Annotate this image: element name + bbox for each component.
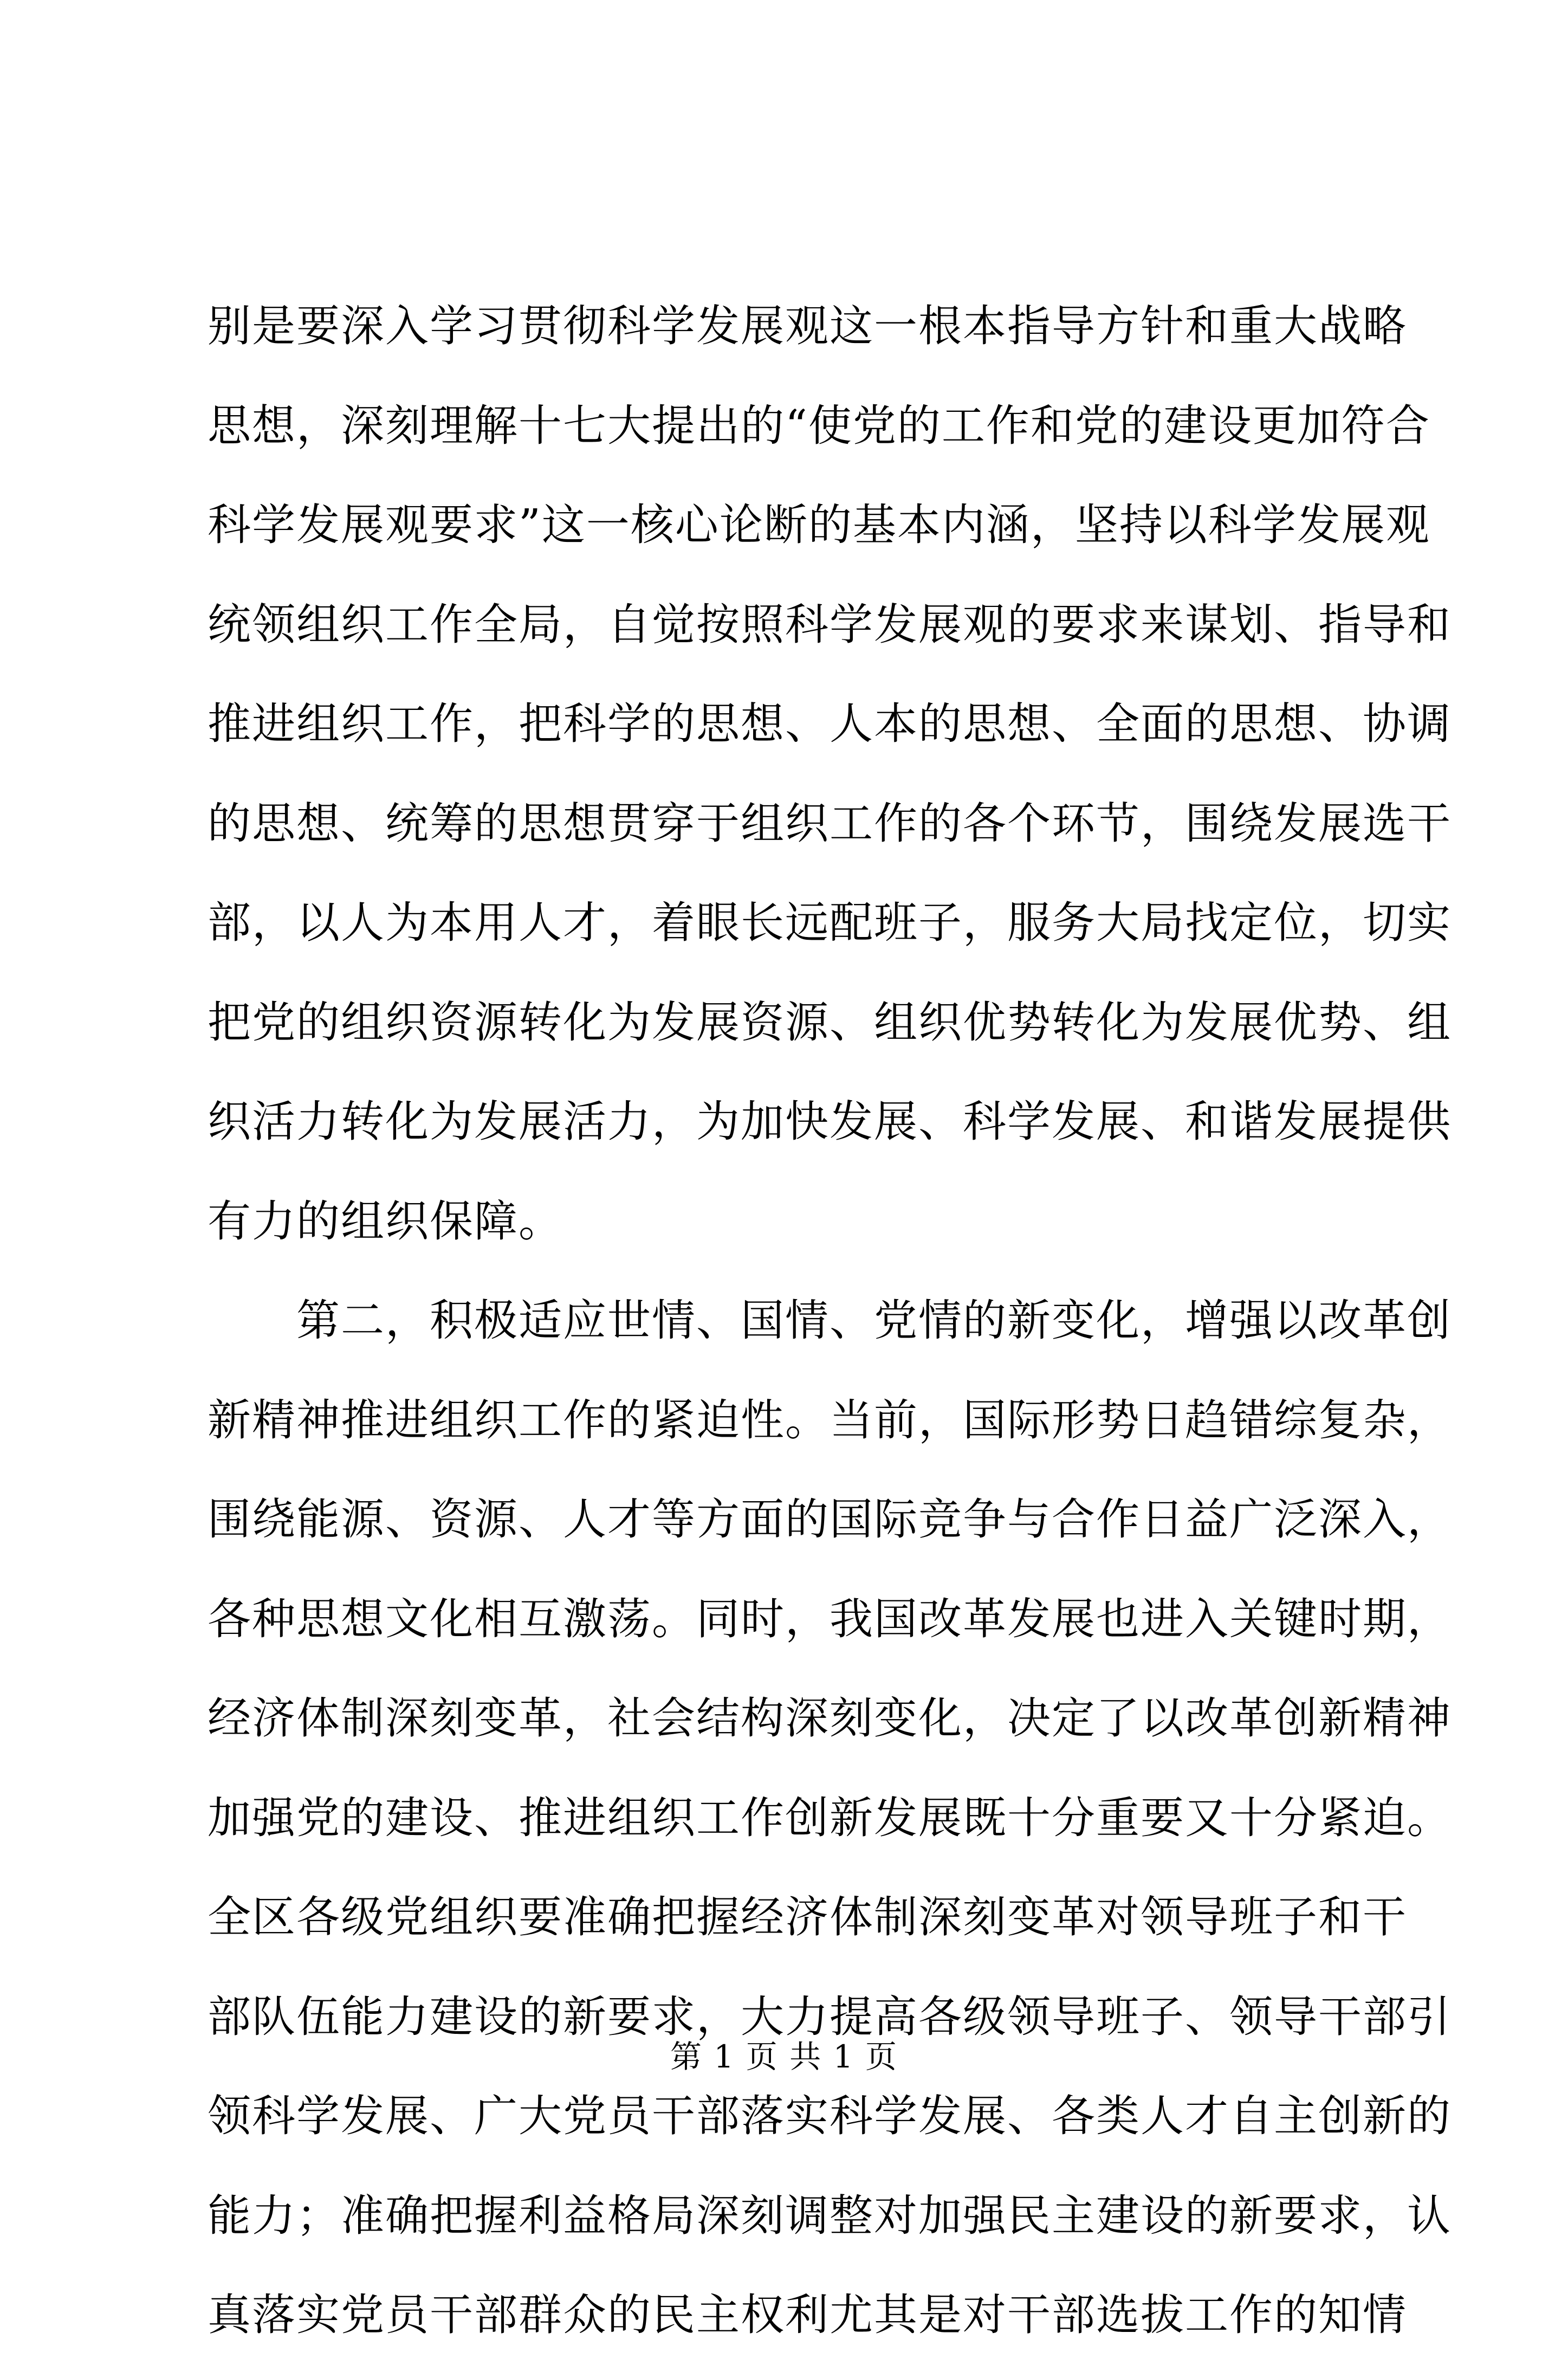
text-line: 第二，积极适应世情、国情、党情的新变化，增强以改革创 [208, 1295, 1452, 1346]
text-line: 全区各级党组织要准确把握经济体制深刻变革对领导班子和干 [208, 1892, 1407, 1942]
text-line: 思想，深刻理解十七大提出的“使党的工作和党的建设更加符合 [208, 400, 1430, 451]
page-footer: 第 1 页 共 1 页 [670, 2038, 898, 2075]
text-line: 的思想、统筹的思想贯穿于组织工作的各个环节，围绕发展选干 [208, 798, 1452, 849]
text-line: 经济体制深刻变革，社会结构深刻变化，决定了以改革创新精神 [208, 1693, 1452, 1743]
text-line: 部，以人为本用人才，着眼长远配班子，服务大局找定位，切实 [208, 897, 1452, 948]
text-line: 各种思想文化相互激荡。同时，我国改革发展也进入关键时期， [208, 1593, 1452, 1644]
text-line: 部队伍能力建设的新要求，大力提高各级领导班子、领导干部引 [208, 1991, 1452, 2042]
text-line: 围绕能源、资源、人才等方面的国际竞争与合作日益广泛深入， [208, 1494, 1452, 1545]
text-line: 科学发展观要求”这一核心论断的基本内涵，坚持以科学发展观 [208, 500, 1430, 550]
text-line: 推进组织工作，把科学的思想、人本的思想、全面的思想、协调 [208, 699, 1452, 749]
text-line: 别是要深入学习贯彻科学发展观这一根本指导方针和重大战略 [208, 301, 1407, 351]
text-line: 加强党的建设、推进组织工作创新发展既十分重要又十分紧迫。 [208, 1792, 1452, 1843]
text-line: 新精神推进组织工作的紧迫性。当前，国际形势日趋错综复杂， [208, 1394, 1452, 1445]
text-line: 统领组织工作全局，自觉按照科学发展观的要求来谋划、指导和 [208, 599, 1452, 650]
text-line: 织活力转化为发展活力，为加快发展、科学发展、和谐发展提供 [208, 1096, 1452, 1147]
text-line: 领科学发展、广大党员干部落实科学发展、各类人才自主创新的 [208, 2091, 1452, 2141]
text-line: 能力；准确把握利益格局深刻调整对加强民主建设的新要求，认 [208, 2190, 1452, 2241]
text-line: 有力的组织保障。 [208, 1196, 563, 1246]
text-line: 把党的组织资源转化为发展资源、组织优势转化为发展优势、组 [208, 997, 1452, 1048]
text-line: 真落实党员干部群众的民主权利尤其是对干部选拔工作的知情 [208, 2290, 1407, 2340]
